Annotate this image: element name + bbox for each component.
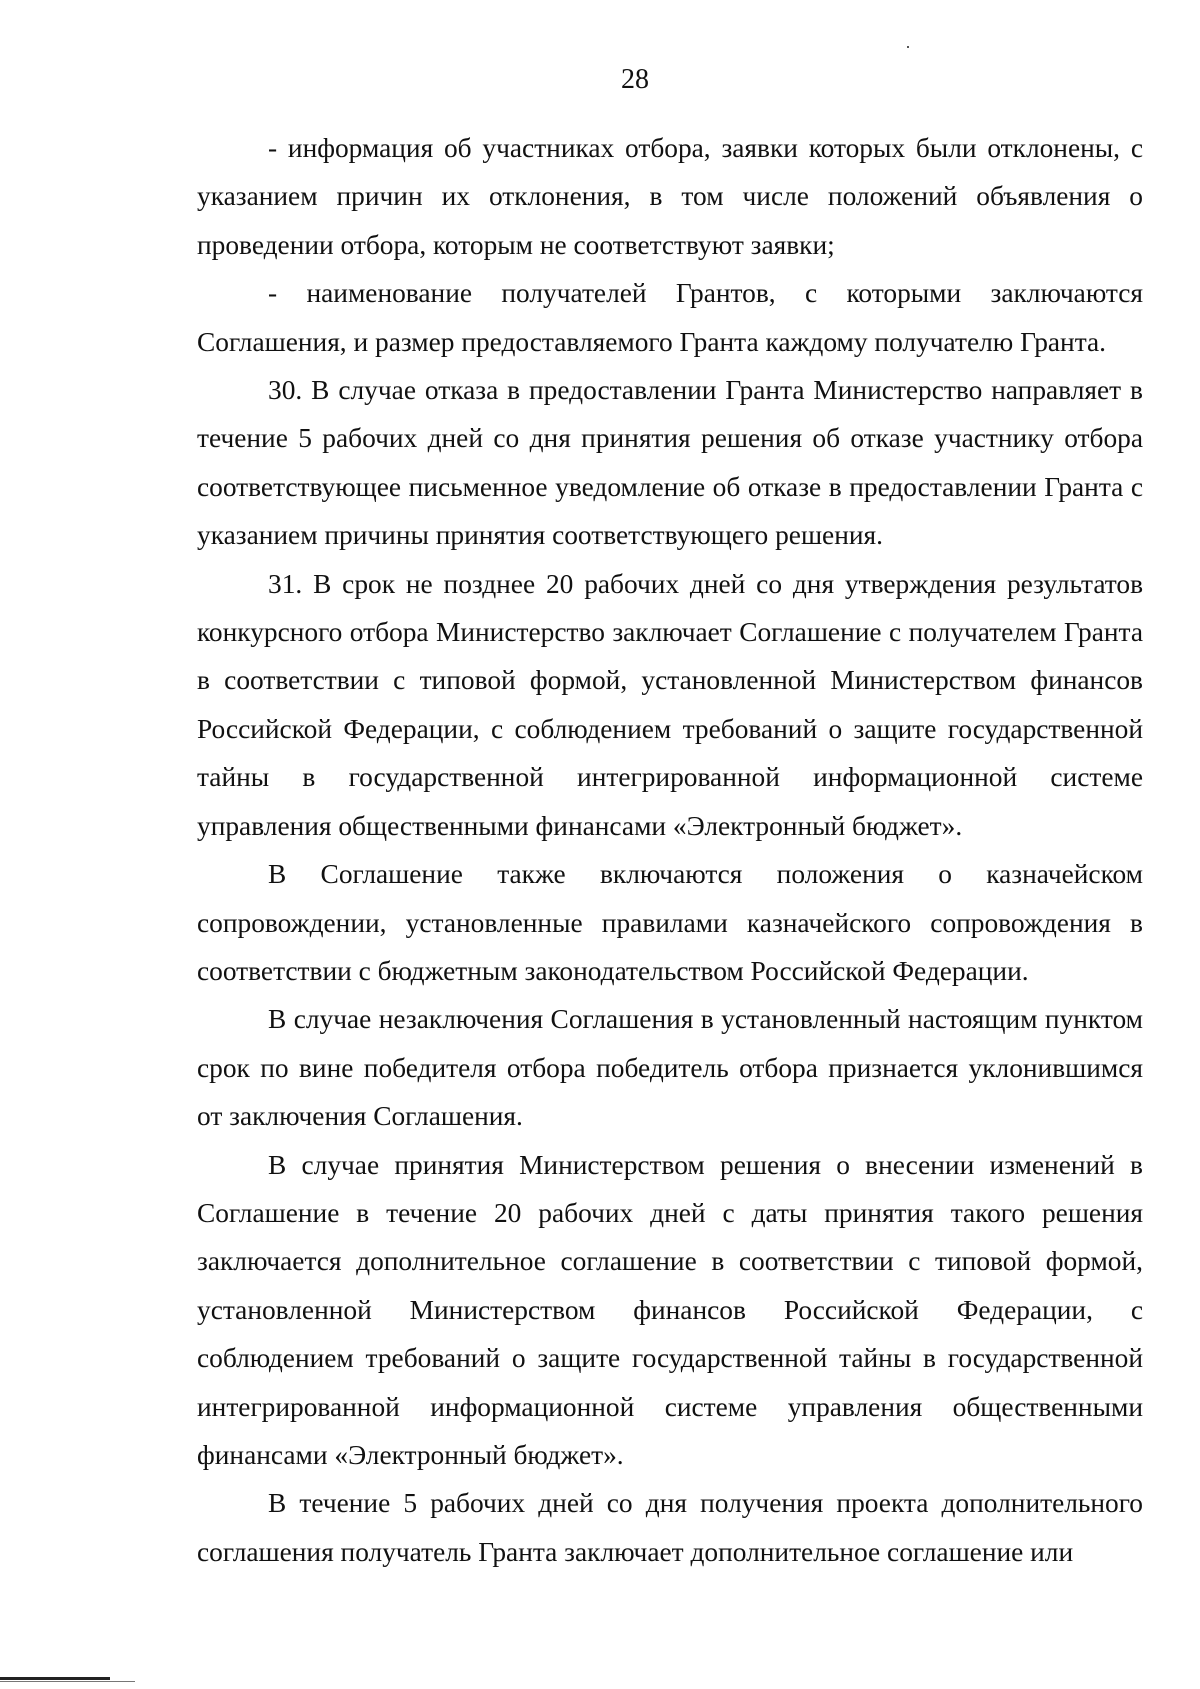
page-number: 28 — [621, 64, 649, 95]
footer-scan-mark-thin — [0, 1681, 135, 1682]
paragraph-item-30: 30. В случае отказа в предоставлении Гранта Министерство направляет в течение 5 рабочих дней со дня принятия решения об отказе участнику отбора соответствующее письменное уведомление об отказе в предоставлении Гранта с указанием причины принятия соответствующего решения. — [197, 375, 1143, 551]
scan-speck — [907, 46, 909, 48]
paragraph-amendments: В случае принятия Министерством решения о внесении изменений в Соглашение в течение 20 рабочих дней с даты принятия такого решения заключается дополнительное соглашение в соответствии с типовой формой, установленной Министерством финансов Российской Федерации, с соблюдением требований о защите государственной тайны в государственной интегрированной информационной системе управления общественными финансами «Электронный бюджет». — [197, 1149, 1143, 1470]
document-body — [197, 124, 1143, 1576]
paragraph-item-31: 31. В срок не позднее 20 рабочих дней со дня утверждения результатов конкурсного отбора Министерство заключает Соглашение с получателем Гранта в соответствии с типовой формой, установленной Министерством финансов Российской Федерации, с соблюдением требований о защите государственной тайны в государственной интегрированной информационной системе управления общественными финансами «Электронный бюджет». — [197, 568, 1143, 841]
paragraph-rejected-participants: - информация об участниках отбора, заявки которых были отклонены, с указанием причин их отклонения, в том числе положений объявления о проведении отбора, которым не соответствуют заявки; — [197, 133, 1143, 260]
paragraph-additional-agreement: В течение 5 рабочих дней со дня получения проекта дополнительного соглашения получатель Гранта заключает дополнительное соглашение или — [197, 1488, 1143, 1567]
footer-scan-mark — [0, 1677, 110, 1680]
paragraph-grant-recipients: - наименование получателей Грантов, с которыми заключаются Соглашения, и размер предоставляемого Гранта каждому получателю Гранта. — [197, 278, 1143, 357]
paragraph-non-conclusion: В случае незаключения Соглашения в установленный настоящим пунктом срок по вине победителя отбора победитель отбора признается уклонившимся от заключения Соглашения. — [197, 1004, 1143, 1132]
paragraph-treasury-support: В Соглашение также включаются положения о казначейском сопровождении, установленные правилами казначейского сопровождения в соответствии с бюджетным законодательством Российской Федерации. — [197, 859, 1143, 986]
